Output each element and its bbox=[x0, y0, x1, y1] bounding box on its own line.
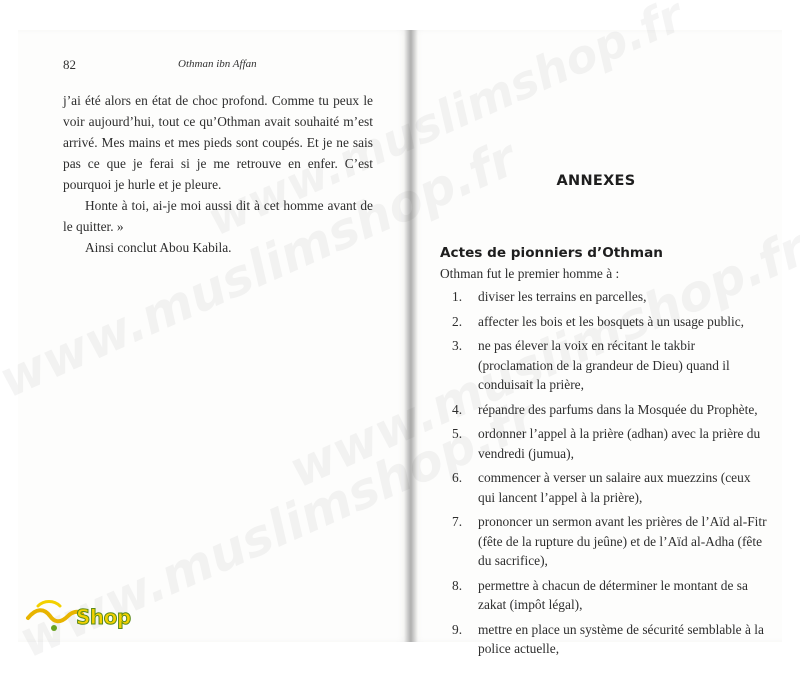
list-number: 6. bbox=[452, 470, 463, 485]
paragraph: j’ai été alors en état de choc profond. Comme tu peux le voir aujourd’hui, tout ce qu’Othman avait souhaité m’est arrivé. Mes mains et mes pieds sont coupés. Et je ne sais pas ce que je ferai si je me retrouve en enfer. C’est pourquoi je hurle et je pleure. bbox=[63, 93, 373, 192]
left-page-text bbox=[63, 90, 373, 258]
list-number: 9. bbox=[452, 621, 463, 637]
list-item bbox=[440, 468, 770, 507]
list-item bbox=[440, 336, 770, 395]
list-item-text: répandre des parfums dans la Mosquée du Prophète, bbox=[478, 401, 758, 417]
list-item-text: commencer à verser un salaire aux muezzins (ceux qui lancent l’appel à la prière), bbox=[478, 470, 751, 505]
list-item-text: permettre à chacun de déterminer le montant de sa zakat (impôt légal), bbox=[478, 577, 748, 612]
list-intro: Othman fut le premier homme à : bbox=[440, 266, 620, 281]
swoosh-icon bbox=[24, 598, 84, 638]
list-number: 2. bbox=[452, 313, 463, 329]
section-title: Actes de pionniers d’Othman bbox=[440, 245, 663, 261]
list-item-text: diviser les terrains en parcelles, bbox=[478, 289, 647, 304]
list-item bbox=[440, 512, 770, 571]
list-item bbox=[440, 576, 770, 615]
list-item bbox=[440, 312, 770, 332]
list-number: 1. bbox=[452, 289, 463, 304]
book-spread bbox=[18, 30, 782, 656]
shop-logo bbox=[24, 598, 164, 638]
list-number: 5. bbox=[452, 426, 463, 441]
list-number: 7. bbox=[452, 514, 463, 529]
list-item bbox=[440, 400, 770, 420]
book-gutter bbox=[404, 30, 418, 642]
annex-title: ANNEXES bbox=[556, 173, 636, 189]
paragraph: Ainsi conclut Abou Kabila. bbox=[85, 240, 232, 255]
list-item-text: prononcer un sermon avant les prières de l’Aïd al-Fitr (fête de la rupture du jeûne) et de l’Aïd al-Adha (fête du sacrifice), bbox=[478, 514, 767, 568]
list-item-text: mettre en place un système de sécurité semblable à la police actuelle, bbox=[478, 621, 764, 656]
list-item-text: ne pas élever la voix en récitant le takbir (proclamation de la grandeur de Dieu) quand il conduisait la prière, bbox=[478, 338, 730, 392]
pioneer-acts-list bbox=[440, 287, 770, 664]
logo-text: Shop bbox=[76, 605, 131, 629]
list-item bbox=[440, 287, 770, 307]
list-item-text: affecter les bois et les bosquets à un usage public, bbox=[478, 313, 745, 329]
list-number: 3. bbox=[452, 338, 463, 353]
page-number: 82 bbox=[63, 57, 76, 72]
paragraph: Honte à toi, ai-je moi aussi dit à cet homme avant de le quitter. » bbox=[63, 198, 373, 234]
list-number: 8. bbox=[452, 577, 463, 593]
list-item-text: ordonner l’appel à la prière (adhan) avec la prière du vendredi (jumua), bbox=[478, 426, 761, 461]
running-head: Othman ibn Affan bbox=[178, 58, 257, 70]
list-number: 4. bbox=[452, 401, 463, 417]
list-item bbox=[440, 424, 770, 463]
list-item bbox=[440, 620, 770, 659]
